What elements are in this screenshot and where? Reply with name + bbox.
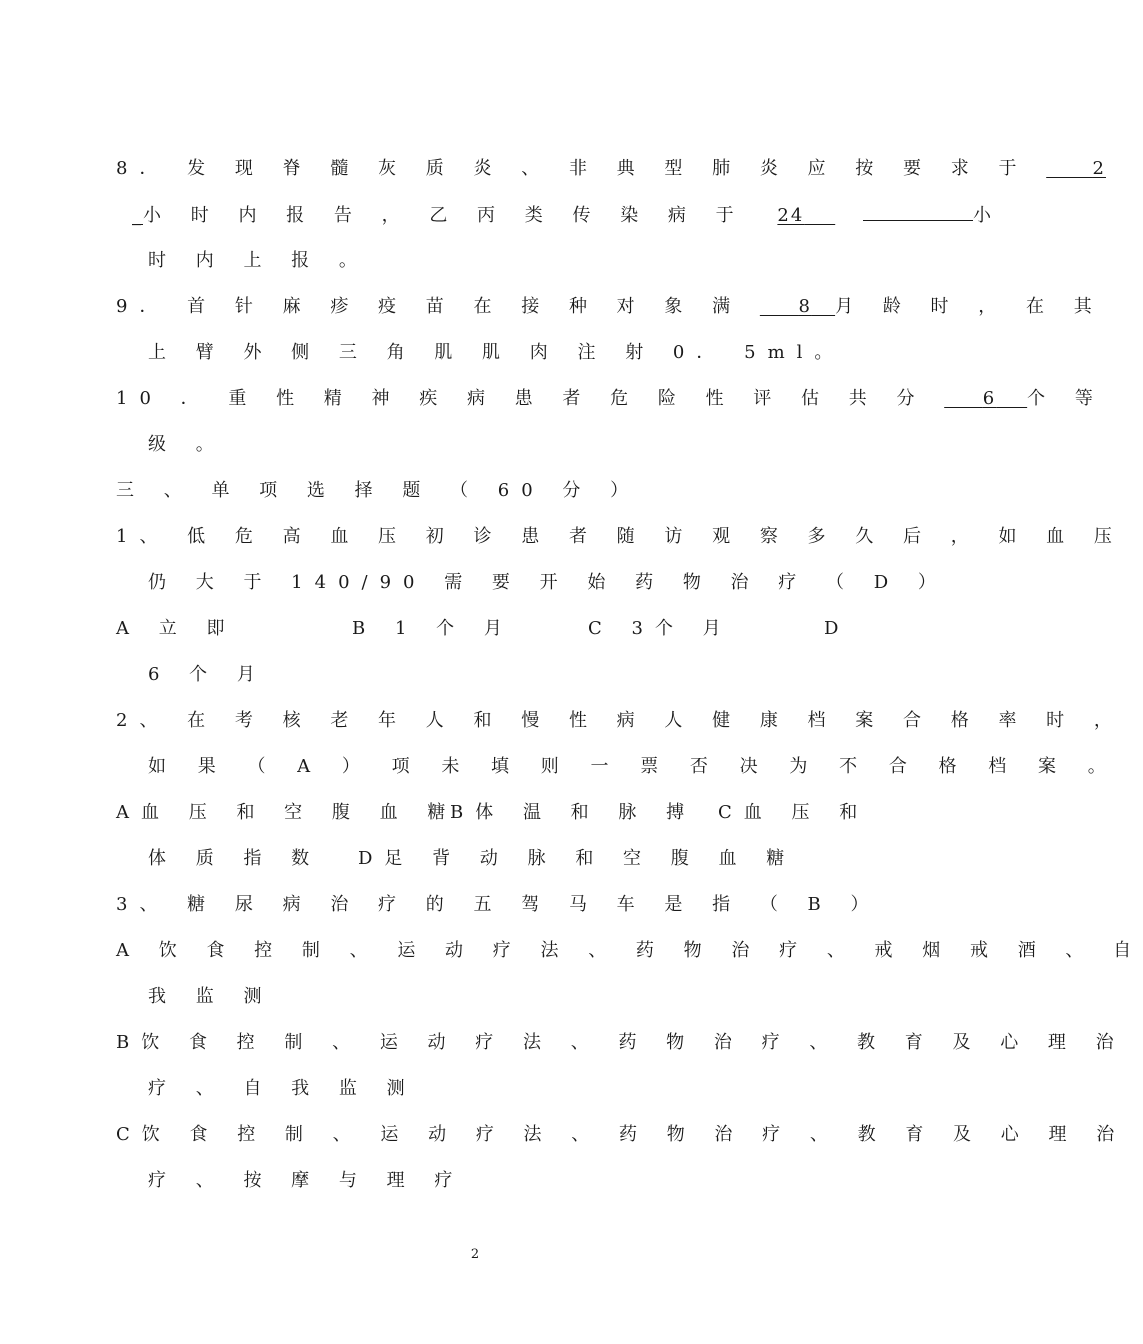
- mc2-stem-line1: 2、 在 考 核 老 年 人 和 慢 性 病 人 健 康 档 案 合 格 率 时 ，: [116, 710, 1124, 731]
- q8-answer-blank: 2: [1092, 158, 1106, 179]
- mc1-option-b: B 1 个 月: [352, 618, 514, 639]
- q10-answer-blank: 6: [982, 388, 997, 409]
- mc3-option-a: A 饮 食 控 制 、 运 动 疗 法 、 药 物 治 疗 、 戒 烟 戒 酒 、 自: [116, 940, 1143, 961]
- q10-suffix: 个 等: [1027, 388, 1105, 409]
- q10-text: 10 ． 重 性 精 神 疾 病 患 者 危 险 性 评 估 共 分: [116, 388, 927, 409]
- mc3-stem: 3、 糖 尿 病 治 疗 的 五 驾 马 车 是 指 （ B ）: [116, 894, 881, 915]
- mc1-stem-line1: 1、 低 危 高 血 压 初 诊 患 者 随 访 观 察 多 久 后 ， 如 血 压: [116, 526, 1124, 547]
- mc1-option-d-cont: 6 个 月: [148, 664, 267, 685]
- mc1-stem-line2: 仍 大 于 140/90 需 要 开 始 药 物 治 疗 （ D ）: [148, 572, 948, 593]
- q9-suffix: 月 龄 时 ， 在 其: [835, 296, 1104, 317]
- q9-line1: [116, 294, 1104, 320]
- q9-text: 9． 首 针 麻 疹 疫 苗 在 接 种 对 象 满: [116, 296, 743, 317]
- q8-underscore: _: [132, 205, 143, 226]
- mc3-option-b-cont: 疗 、 自 我 监 测: [148, 1078, 417, 1099]
- q8-line3: 时 内 上 报 。: [148, 250, 369, 271]
- mc3-option-a-cont: 我 监 测: [148, 986, 274, 1007]
- mc3-option-b: B饮 食 控 制 、 运 动 疗 法 、 药 物 治 疗 、 教 育 及 心 理 治: [116, 1032, 1126, 1053]
- q9-answer-blank: 8: [798, 296, 812, 317]
- q10-line1: [116, 386, 1105, 412]
- mc2-option-b: B体 温 和 脉 搏: [450, 802, 697, 823]
- q8-extra-blank: [863, 202, 973, 221]
- mc3-option-c-cont: 疗 、 按 摩 与 理 疗: [148, 1170, 465, 1191]
- q8-suffix: 小: [972, 205, 1003, 226]
- section-heading: 三 、 单 项 选 择 题 （ 60 分 ）: [116, 480, 641, 501]
- q8-text: 8． 发 现 脊 髓 灰 质 炎 、 非 典 型 肺 炎 应 按 要 求 于: [116, 158, 1029, 179]
- mc2-stem-line2: 如 果 （ A ） 项 未 填 则 一 票 否 决 为 不 合 格 档 案 。: [148, 756, 1119, 777]
- mc2-option-a: A血 压 和 空 腹 血 糖: [116, 802, 458, 823]
- mc2-option-c-cont: 体 质 指 数: [148, 848, 322, 869]
- q10-line2: 级 。: [148, 434, 226, 455]
- mc2-option-c: C血 压 和: [718, 802, 870, 823]
- q8-text-2: 小 时 内 报 告 ， 乙 丙 类 传 染 病 于: [143, 205, 746, 226]
- mc1-option-d: D: [824, 618, 839, 639]
- mc1-option-c: C 3个 月: [588, 618, 733, 639]
- mc1-option-a: A 立 即: [116, 618, 237, 639]
- q8-line1: [116, 156, 1106, 182]
- q9-line2: 上 臂 外 侧 三 角 肌 肌 肉 注 射 0． 5ml。: [148, 342, 845, 363]
- page-number: 2: [470, 1247, 480, 1262]
- q8-answer-blank-2: 24: [777, 205, 805, 226]
- q8-line2: [132, 202, 1003, 229]
- mc2-option-d: D足 背 动 脉 和 空 腹 血 糖: [358, 848, 797, 869]
- mc3-option-c: C饮 食 控 制 、 运 动 疗 法 、 药 物 治 疗 、 教 育 及 心 理 治: [116, 1124, 1127, 1145]
